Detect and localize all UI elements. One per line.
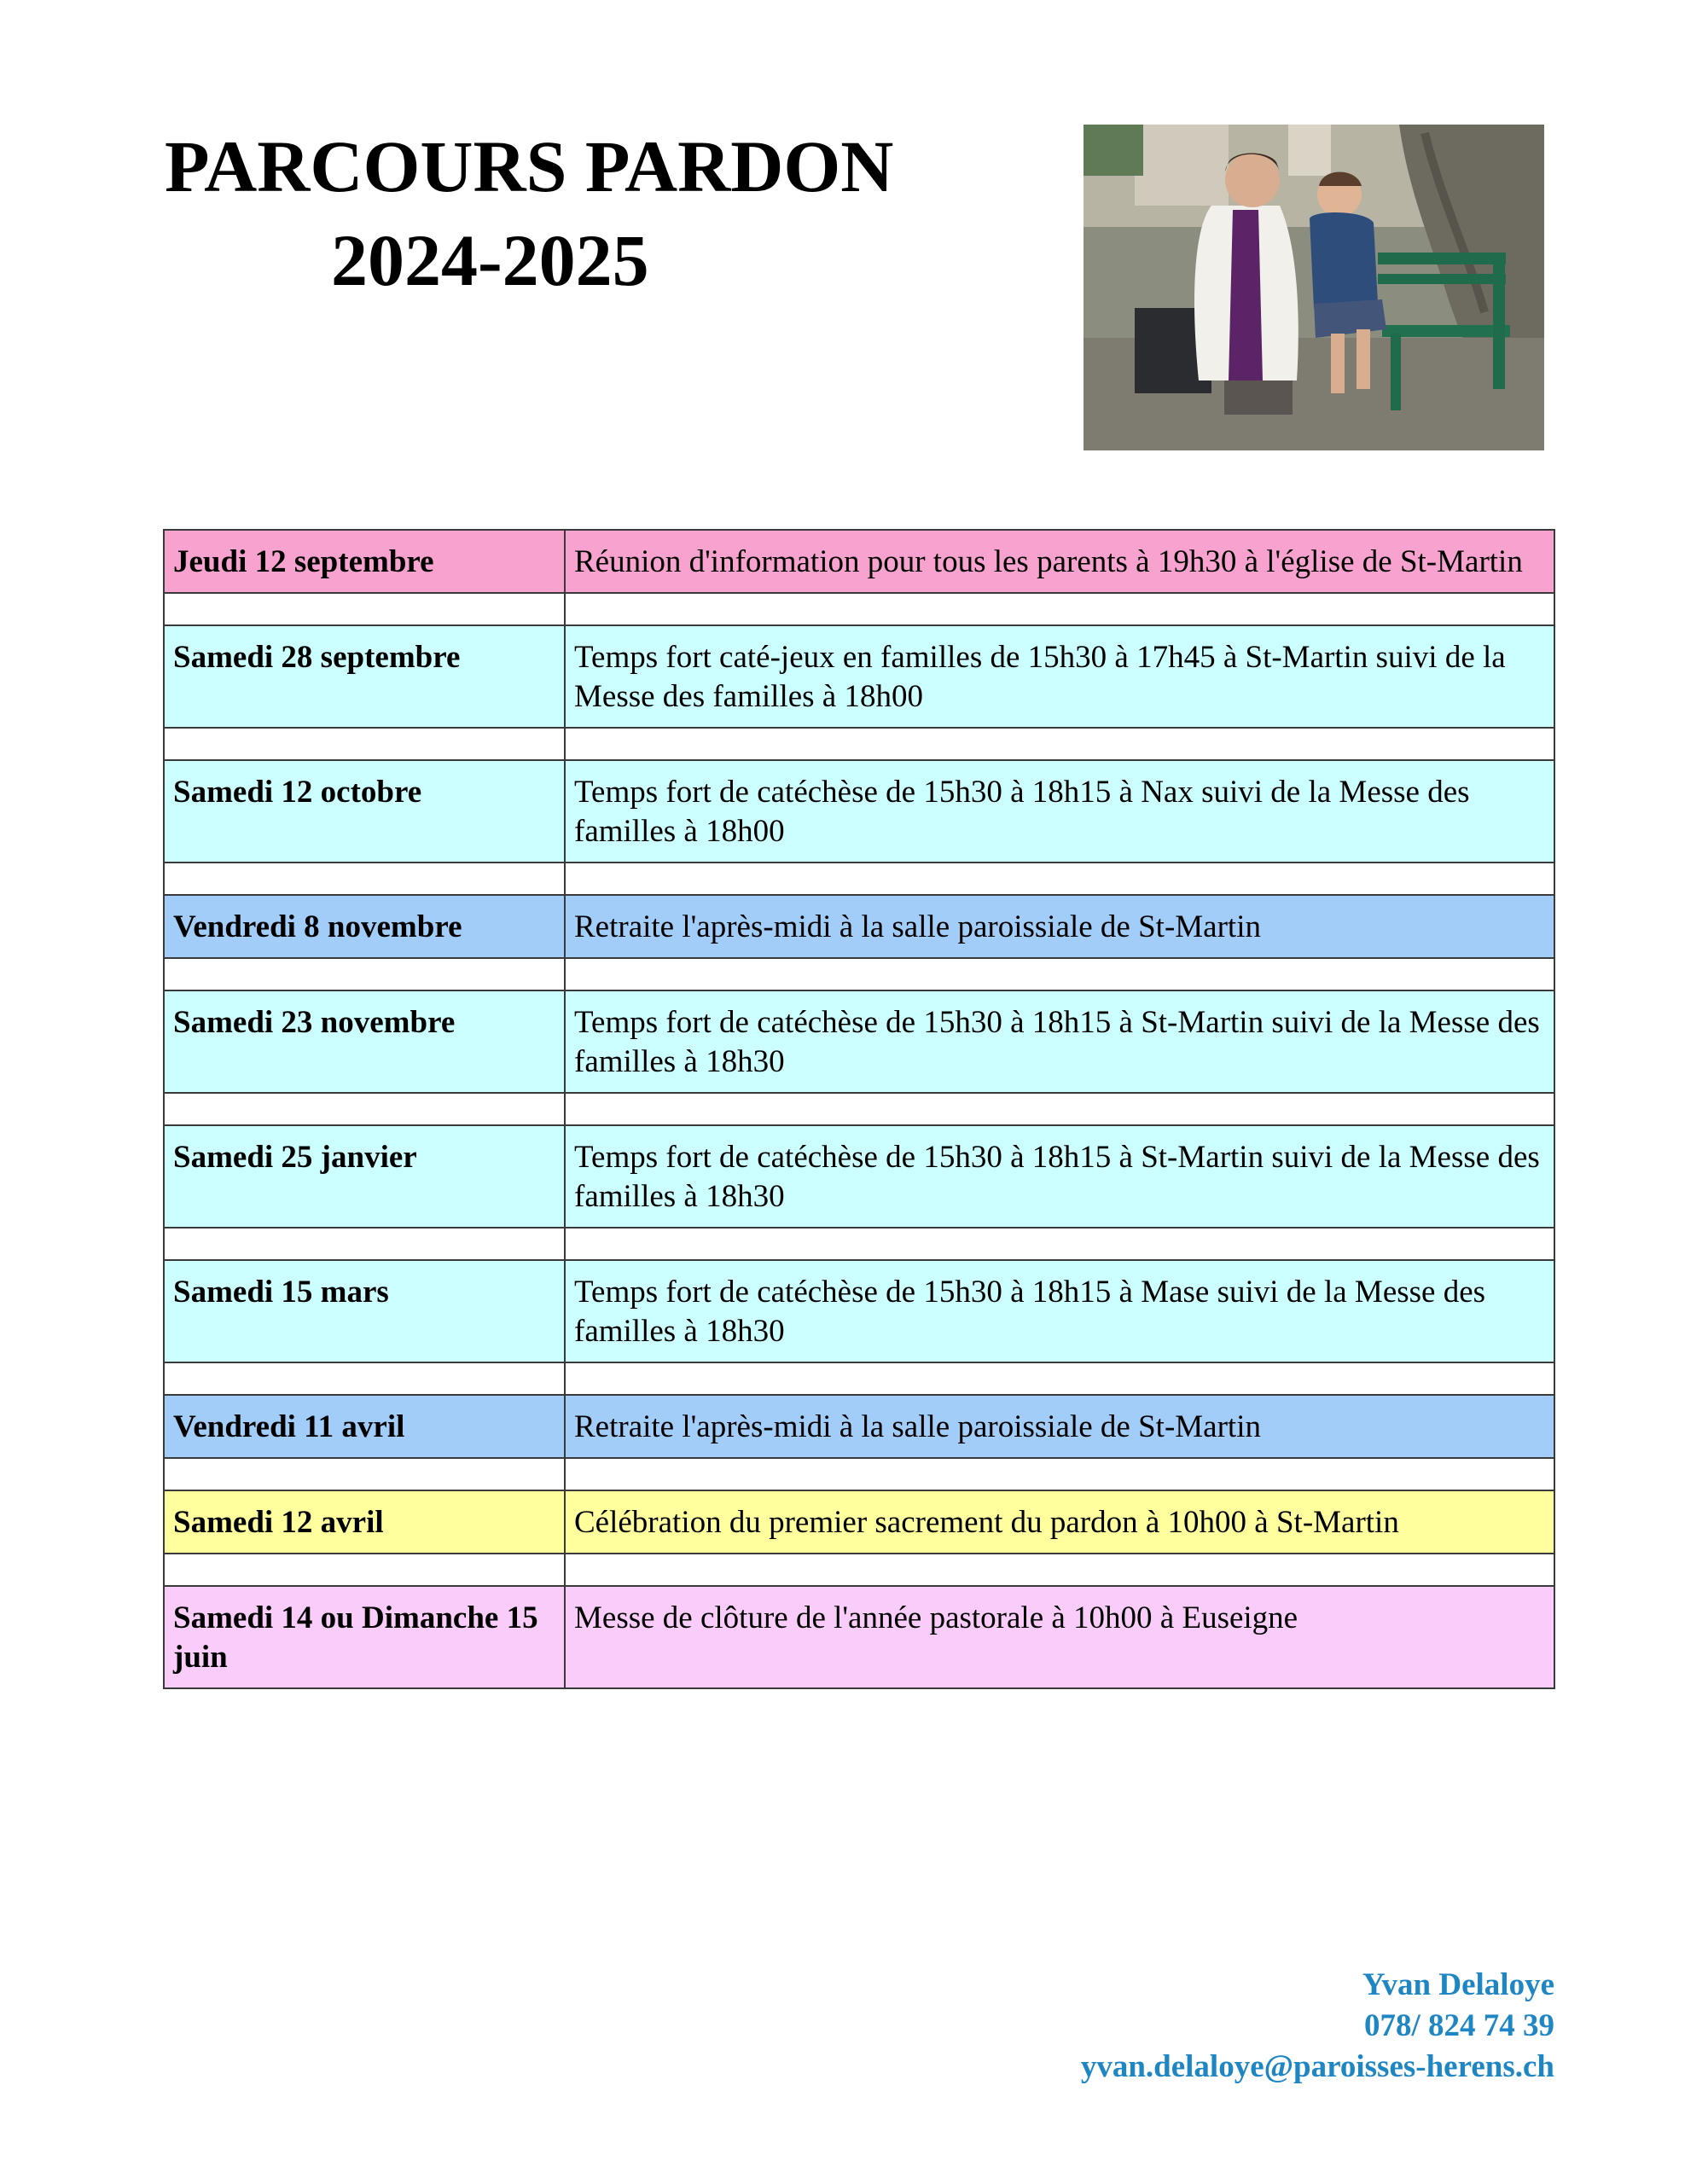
table-row (164, 895, 1554, 958)
event-description: Temps fort de catéchèse de 15h30 à 18h15 à Mase suivi de la Messe des familles à 18h30 (565, 1260, 1554, 1362)
spacer-row (164, 593, 1554, 625)
event-date: Jeudi 12 septembre (164, 530, 565, 593)
event-description: Retraite l'après-midi à la salle paroissiale de St-Martin (565, 895, 1554, 958)
event-description: Temps fort de catéchèse de 15h30 à 18h15 à Nax suivi de la Messe des familles à 18h00 (565, 760, 1554, 863)
confession-photo (1083, 125, 1544, 450)
event-date: Samedi 25 janvier (164, 1125, 565, 1228)
spacer-row (164, 1554, 1554, 1586)
schedule-table (163, 529, 1555, 1689)
event-date: Vendredi 11 avril (164, 1395, 565, 1458)
table-row (164, 760, 1554, 863)
event-date: Samedi 14 ou Dimanche 15 juin (164, 1586, 565, 1688)
table-row (164, 1260, 1554, 1362)
table-row (164, 1395, 1554, 1458)
event-date: Samedi 12 octobre (164, 760, 565, 863)
event-description: Temps fort de catéchèse de 15h30 à 18h15 à St-Martin suivi de la Messe des familles à 18h30 (565, 1125, 1554, 1228)
contact-block (1081, 1965, 1554, 2088)
table-row (164, 625, 1554, 728)
event-description: Retraite l'après-midi à la salle paroissiale de St-Martin (565, 1395, 1554, 1458)
table-row (164, 1125, 1554, 1228)
table-row (164, 1586, 1554, 1688)
spacer-row (164, 1458, 1554, 1490)
event-date: Vendredi 8 novembre (164, 895, 565, 958)
table-row (164, 990, 1554, 1093)
event-description: Temps fort de catéchèse de 15h30 à 18h15 à St-Martin suivi de la Messe des familles à 18h30 (565, 990, 1554, 1093)
spacer-row (164, 1362, 1554, 1395)
event-date: Samedi 23 novembre (164, 990, 565, 1093)
table-row (164, 1490, 1554, 1554)
event-date: Samedi 15 mars (164, 1260, 565, 1362)
spacer-row (164, 1093, 1554, 1125)
page-title (162, 119, 930, 307)
event-date: Samedi 28 septembre (164, 625, 565, 728)
event-description: Messe de clôture de l'année pastorale à 10h00 à Euseigne (565, 1586, 1554, 1688)
event-description: Célébration du premier sacrement du pardon à 10h00 à St-Martin (565, 1490, 1554, 1554)
spacer-row (164, 1228, 1554, 1260)
spacer-row (164, 958, 1554, 990)
spacer-row (164, 863, 1554, 895)
event-description: Réunion d'information pour tous les parents à 19h30 à l'église de St-Martin (565, 530, 1554, 593)
title-line-1: PARCOURS PARDON (165, 125, 894, 207)
contact-name: Yvan Delaloye (1362, 1967, 1554, 2002)
event-description: Temps fort caté-jeux en familles de 15h30 à 17h45 à St-Martin suivi de la Messe des familles à 18h00 (565, 625, 1554, 728)
contact-email[interactable]: yvan.delaloye@paroisses-herens.ch (1080, 2049, 1554, 2084)
table-row (164, 530, 1554, 593)
title-line-2: 2024-2025 (331, 219, 649, 301)
event-date: Samedi 12 avril (164, 1490, 565, 1554)
spacer-row (164, 728, 1554, 760)
contact-phone: 078/ 824 74 39 (1363, 2008, 1554, 2043)
